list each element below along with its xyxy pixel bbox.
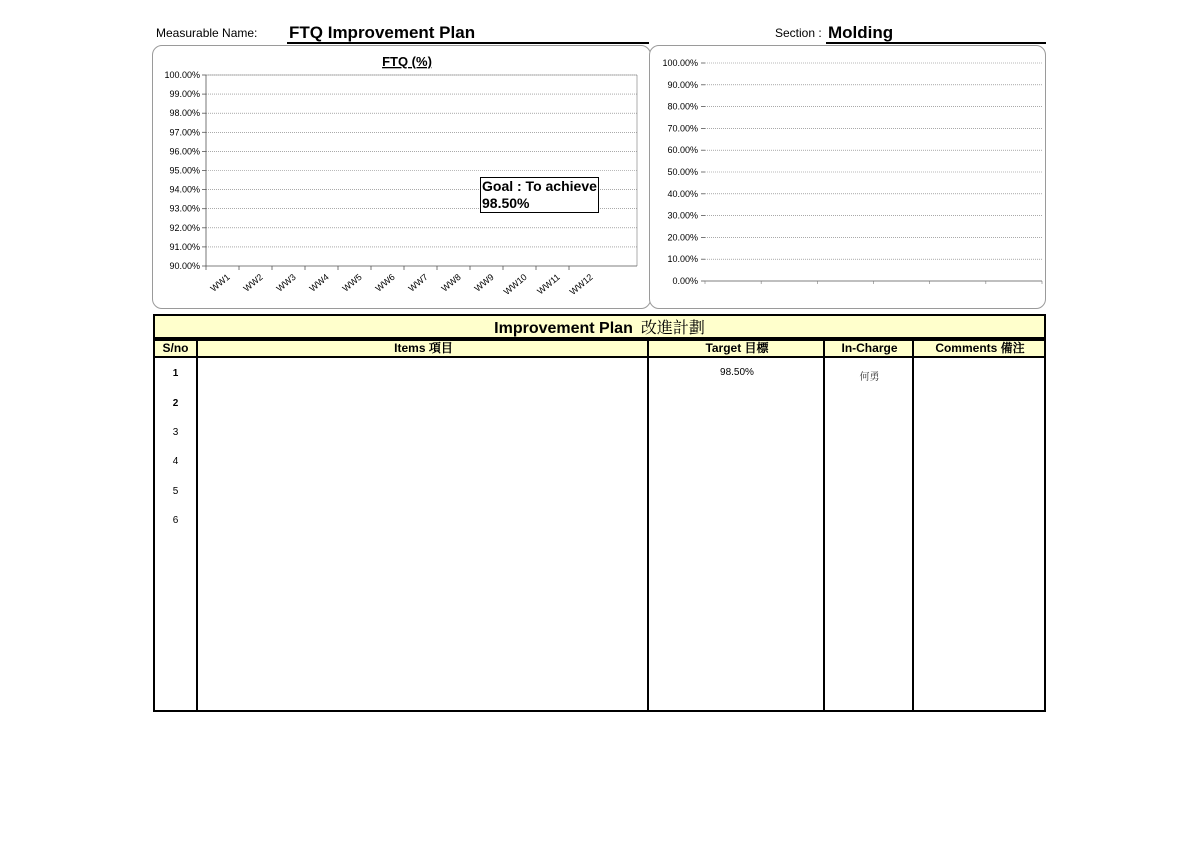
x-tick-label: WW8	[439, 271, 463, 294]
y-tick-label: 100.00%	[662, 58, 698, 68]
x-tick-label: WW5	[340, 271, 364, 294]
y-tick-label: 0.00%	[672, 276, 698, 286]
col-header-incharge: In-Charge	[825, 339, 914, 358]
y-tick-label: 60.00%	[667, 145, 698, 156]
secondary-chart-panel	[649, 45, 1046, 309]
x-tick-label: WW3	[274, 271, 298, 294]
y-tick-label: 80.00%	[667, 101, 698, 112]
x-tick-label: WW11	[535, 271, 562, 297]
y-tick-label: 99.00%	[169, 89, 200, 100]
x-tick-label: WW12	[567, 271, 595, 297]
y-tick-label: 90.00%	[667, 79, 698, 90]
improvement-plan-title	[153, 314, 1046, 339]
section-value: Molding	[828, 23, 894, 42]
x-tick-label: WW6	[373, 271, 397, 294]
table-divider-items	[647, 339, 649, 712]
section-underline	[826, 42, 1046, 44]
y-tick-label: 94.00%	[169, 184, 200, 195]
y-tick-label: 95.00%	[169, 165, 200, 176]
table-row-incharge: 何勇	[859, 372, 880, 383]
y-tick-label: 96.00%	[169, 146, 200, 157]
chart-title: FTQ (%)	[382, 54, 432, 69]
measurable-name-underline	[287, 42, 649, 44]
y-tick-label: 30.00%	[667, 210, 698, 221]
table-row-sno: 4	[172, 456, 179, 467]
table-row-sno: 5	[172, 486, 179, 497]
col-header-items: Items 項目	[198, 339, 649, 358]
table-divider-target	[823, 339, 825, 712]
table-border-bottom	[153, 710, 1046, 712]
plan-title-cjk: 改進計劃	[640, 318, 705, 337]
y-tick-label: 10.00%	[667, 254, 698, 265]
x-tick-label: WW4	[307, 271, 331, 294]
goal-annotation	[480, 177, 599, 213]
x-tick-label: WW1	[208, 271, 232, 294]
y-tick-label: 97.00%	[169, 127, 200, 138]
col-header-comments: Comments 備注	[914, 339, 1046, 358]
table-row-sno: 1	[172, 368, 179, 379]
x-tick-label: WW7	[406, 271, 430, 294]
y-tick-label: 90.00%	[169, 261, 200, 271]
col-header-target: Target 目標	[649, 339, 825, 358]
section-label: Section :	[775, 26, 822, 40]
y-tick-label: 20.00%	[667, 232, 698, 243]
y-tick-label: 98.00%	[169, 108, 200, 119]
goal-annotation-line1: Goal : To achieve	[482, 178, 597, 194]
y-tick-label: 40.00%	[667, 188, 698, 199]
plan-title-text: Improvement Plan	[494, 320, 633, 337]
table-border-right	[1044, 339, 1046, 712]
table-row-target: 98.50%	[720, 367, 754, 378]
col-header-sno: S/no	[153, 339, 198, 358]
table-row-sno: 2	[172, 398, 179, 409]
x-tick-label: WW2	[241, 271, 265, 294]
table-row-sno: 3	[172, 427, 179, 438]
x-tick-label: WW9	[472, 271, 496, 294]
table-row-sno: 6	[172, 515, 179, 526]
goal-annotation-line2: 98.50%	[482, 195, 530, 211]
y-tick-label: 91.00%	[169, 241, 200, 252]
y-tick-label: 92.00%	[169, 222, 200, 233]
y-tick-label: 100.00%	[164, 70, 200, 80]
measurable-name-value: FTQ Improvement Plan	[289, 23, 476, 42]
table-divider-incharge	[912, 339, 914, 712]
ftq-chart-panel	[152, 45, 651, 309]
y-tick-label: 50.00%	[667, 167, 698, 177]
y-tick-label: 70.00%	[667, 123, 698, 134]
measurable-name-label: Measurable Name:	[156, 26, 258, 40]
x-tick-label: WW10	[501, 271, 529, 297]
secondary-chart	[650, 46, 1045, 308]
y-tick-label: 93.00%	[169, 203, 200, 214]
